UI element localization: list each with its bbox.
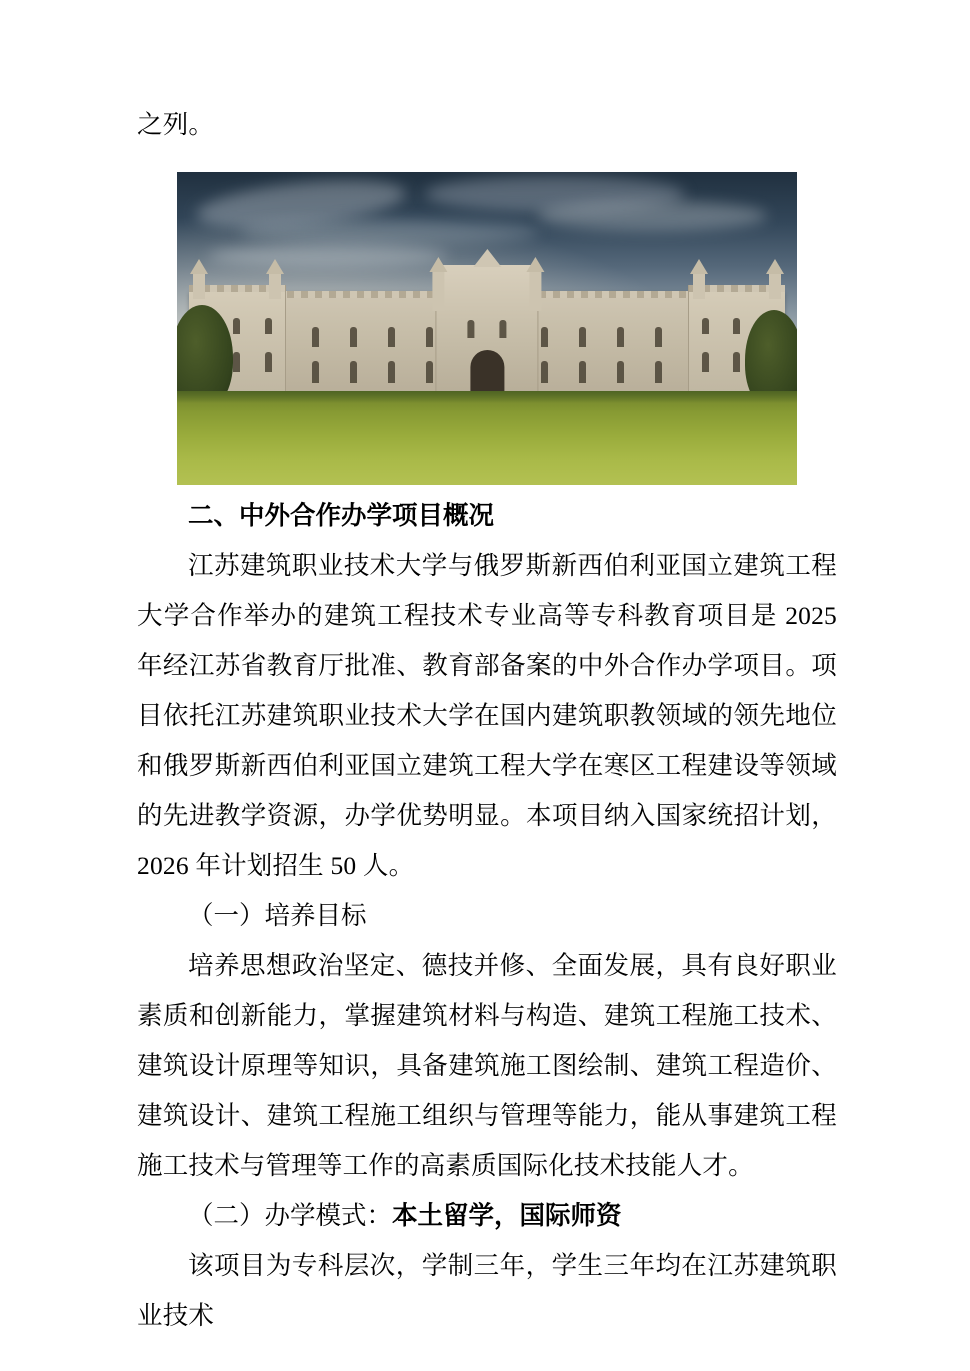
- university-campus-photo: [177, 172, 797, 485]
- turret-shape: [530, 271, 542, 311]
- turret-shape: [269, 273, 281, 299]
- paragraph-training-goal: 培养思想政治坚定、德技并修、全面发展，具有良好职业素质和创新能力，掌握建筑材料与构造、建筑工程施工技术、建筑设计原理等知识，具备建筑施工图绘制、建筑工程造价、建筑设计、建筑工程施工组织与管理等能力，能从事建筑工程施工技术与管理等工作的高素质国际化技术技能人才。: [137, 951, 837, 1180]
- cloud-shape: [208, 245, 448, 267]
- turret-shape: [693, 273, 705, 299]
- photo-lawn: [177, 391, 797, 485]
- subsection-1-label: （一）培养目标: [188, 901, 367, 930]
- photo-building: [189, 291, 784, 397]
- cloud-shape: [239, 219, 539, 245]
- tower-spire: [473, 249, 501, 267]
- subsection-2-label-prefix: （二）办学模式：: [188, 1201, 393, 1230]
- subsection-2-label: [137, 1191, 837, 1241]
- window-row: [455, 318, 520, 338]
- turret-shape: [193, 273, 205, 299]
- subsection-2-label-bold: 本土留学，国际师资: [392, 1201, 622, 1230]
- cloud-shape: [537, 201, 767, 231]
- section-heading: 二、中外合作办学项目概况: [188, 501, 495, 530]
- continued-text-line: 之列。: [137, 110, 215, 139]
- document-body: [137, 100, 837, 1341]
- paragraph-overview: 江苏建筑职业技术大学与俄罗斯新西伯利亚国立建筑工程大学合作举办的建筑工程技术专业高等专科教育项目是 2025 年经江苏省教育厅批准、教育部备案的中外合作办学项目。项目依托江苏建筑职业技术大学在国内建筑职教领域的领先地位和俄罗斯新西伯利亚国立建筑工程大学在寒区工程建设等领域的先进教学资源，办学优势明显。本项目纳入国家统招计划，2026 年计划招生 50 人。: [137, 551, 837, 880]
- central-tower: [435, 265, 538, 403]
- turret-shape: [769, 273, 781, 299]
- figure-block: [137, 172, 837, 485]
- paragraph-mode-body: 该项目为专科层次，学制三年，学生三年均在江苏建筑职业技术: [137, 1251, 837, 1330]
- turret-shape: [432, 271, 444, 311]
